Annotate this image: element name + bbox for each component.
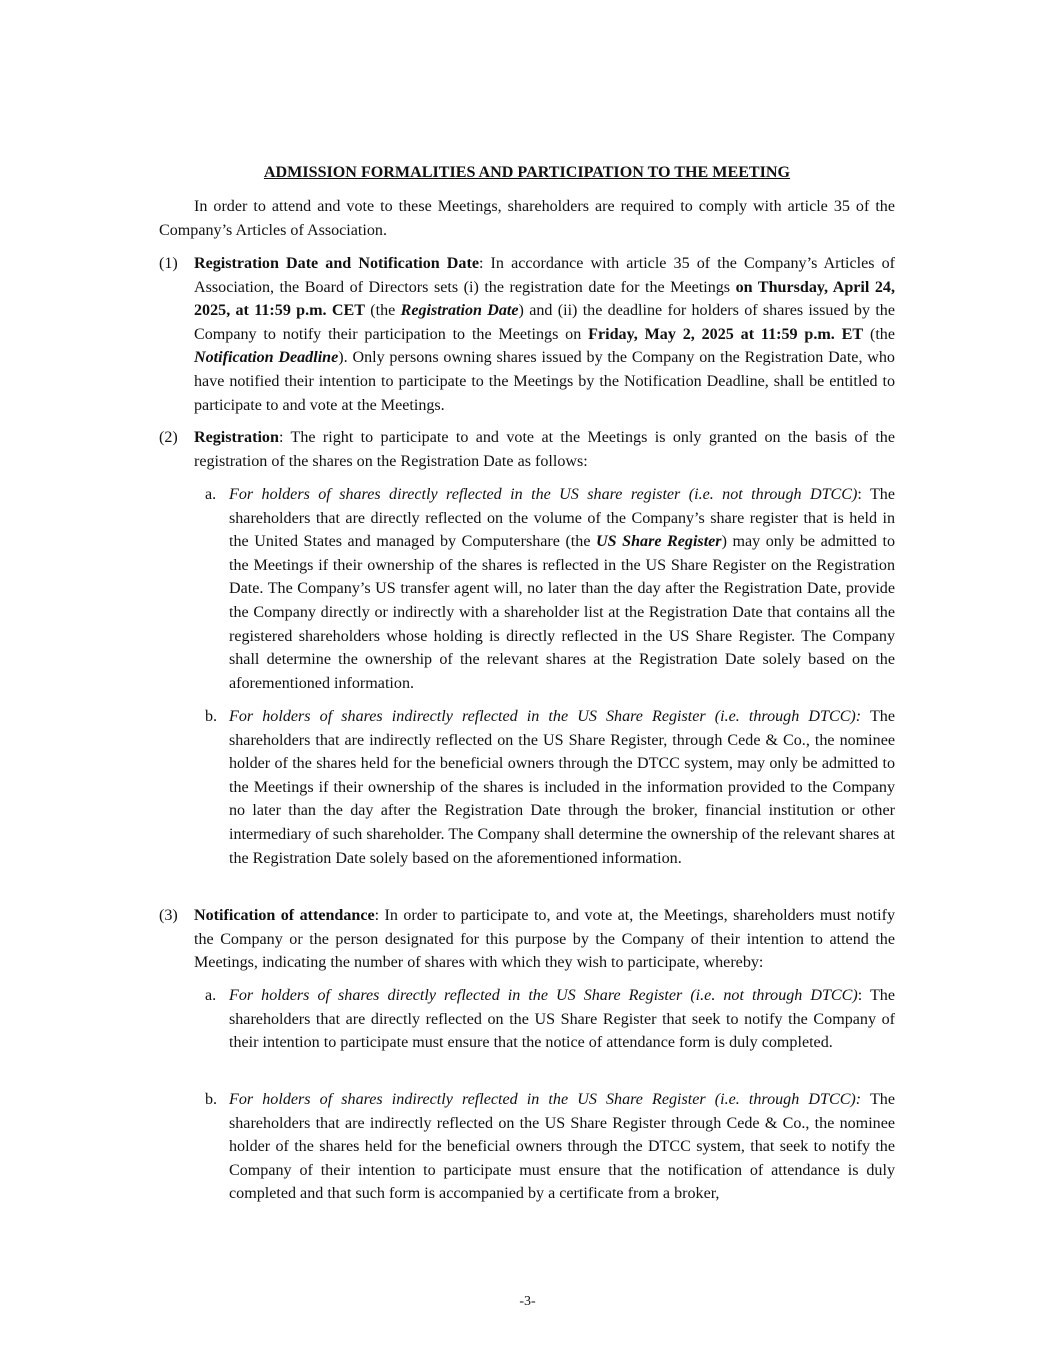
item-1-text-3: ) and (ii) the deadline for holders of shares issued by the Company to notify their participation to the Meetings on <box>194 302 895 343</box>
item-3b-paragraph <box>229 1088 895 1206</box>
item-2b-heading: For holders of shares indirectly reflected in the US Share Register (i.e. through DTCC): <box>229 708 862 725</box>
item-3a-letter: a. <box>205 987 217 1004</box>
item-1-text-1: : In accordance with article 35 of the Company’s Articles of Association, the Board of Directors sets (i) the registration date for the Meetings <box>194 255 895 296</box>
item-2a-paragraph <box>229 483 895 695</box>
item-2a-letter: a. <box>205 486 217 503</box>
item-2b-letter: b. <box>205 708 218 725</box>
item-2-paragraph <box>194 426 895 473</box>
item-3a-heading: For holders of shares directly reflected in the US Share Register (i.e. not through DTCC) <box>229 987 858 1004</box>
item-3b-heading: For holders of shares indirectly reflected in the US Share Register (i.e. through DTCC): <box>229 1091 862 1108</box>
item-2a-us-share-register-term: US Share Register <box>596 533 722 551</box>
item-3b-letter: b. <box>205 1091 218 1108</box>
item-2-heading: Registration <box>194 429 279 446</box>
section-title: ADMISSION FORMALITIES AND PARTICIPATION TO THE MEETING <box>263 164 791 181</box>
item-2-text-1: : The right to participate to and vote at the Meetings is only granted on the basis of the registration of the shares on the Registration Date as follows: <box>194 429 895 470</box>
item-1-registration-date-term: Registration Date <box>400 302 519 320</box>
item-3-paragraph <box>194 904 895 975</box>
item-3-heading: Notification of attendance <box>194 907 375 924</box>
item-2a-heading: For holders of shares directly reflected in the US share register (i.e. not through DTCC) <box>229 486 858 503</box>
item-1-paragraph <box>194 252 895 417</box>
item-2a-text-2: ) may only be admitted to the Meetings if their ownership of the shares is reflected in the US Share Register on the Registration Date. The Company’s US transfer agent will, no later than the day after the Registration Date, provide the Company directly or indirectly with a shareholder list at the Registration Date that contains all the registered shareholders whose holding is directly reflected in the US Share Register. The Company shall determine the ownership of the relevant shares at the Registration Date solely based on the aforementioned information. <box>229 533 895 692</box>
item-2b-text-1: The shareholders that are indirectly reflected on the US Share Register, through Cede & Co., the nominee holder of the shares held for the beneficial owners through the DTCC system, may only be admitted to the Meetings if their ownership of the shares is included in the information provided to the Company no later than the day after the Registration Date through the broker, financial institution or other intermediary of such shareholder. The Company shall determine the ownership of the relevant shares at the Registration Date solely based on the aforementioned information. <box>229 708 895 867</box>
item-2a-text-1: : The shareholders that are directly reflected on the volume of the Company’s share register that is held in the United States and managed by Computershare (the <box>229 486 895 551</box>
item-1-notification-datetime: Friday, May 2, 2025 at 11:59 p.m. ET <box>588 325 864 343</box>
item-3a-text-1: : The shareholders that are directly reflected on the US Share Register that seek to notify the Company of their intention to participate must ensure that the notice of attendance form is duly completed. <box>229 987 895 1052</box>
intro-paragraph: In order to attend and vote to these Meetings, shareholders are required to comply with article 35 of the Company’s Articles of Association. <box>159 198 895 239</box>
item-2-number: (2) <box>159 429 178 446</box>
item-3a-paragraph <box>229 984 895 1055</box>
item-2b-paragraph <box>229 705 895 870</box>
item-1-text-5: ). Only persons owning shares issued by the Company on the Registration Date, who have notified their intention to participate to the Meetings by the Notification Deadline, shall be entitled to participate to and vote at the Meetings. <box>194 349 895 414</box>
item-3b-text-1: The shareholders that are indirectly reflected on the US Share Register through Cede & Co., the nominee holder of the shares held for the beneficial owners through the DTCC system, that seek to notify the Company of their intention to participate must ensure that the notification of attendance is duly completed and that such form is accompanied by a certificate from a broker, <box>229 1091 895 1203</box>
item-3-text-1: : In order to participate to, and vote at, the Meetings, shareholders must notify the Company or the person designated for this purpose by the Company of their intention to attend the Meetings, indicating the number of shares with which they wish to participate, whereby: <box>194 907 895 972</box>
item-1-text-2: (the <box>364 302 401 320</box>
item-1-text-4: (the <box>863 325 895 343</box>
item-1-number: (1) <box>159 255 178 272</box>
item-3-number: (3) <box>159 907 178 924</box>
item-1-notification-deadline-term: Notification Deadline <box>194 349 339 367</box>
item-1-heading: Registration Date and Notification Date <box>194 255 479 272</box>
page-number: -3- <box>519 1294 536 1309</box>
item-1-registration-datetime: on Thursday, April 24, 2025, at 11:59 p.m. CET <box>194 278 895 320</box>
